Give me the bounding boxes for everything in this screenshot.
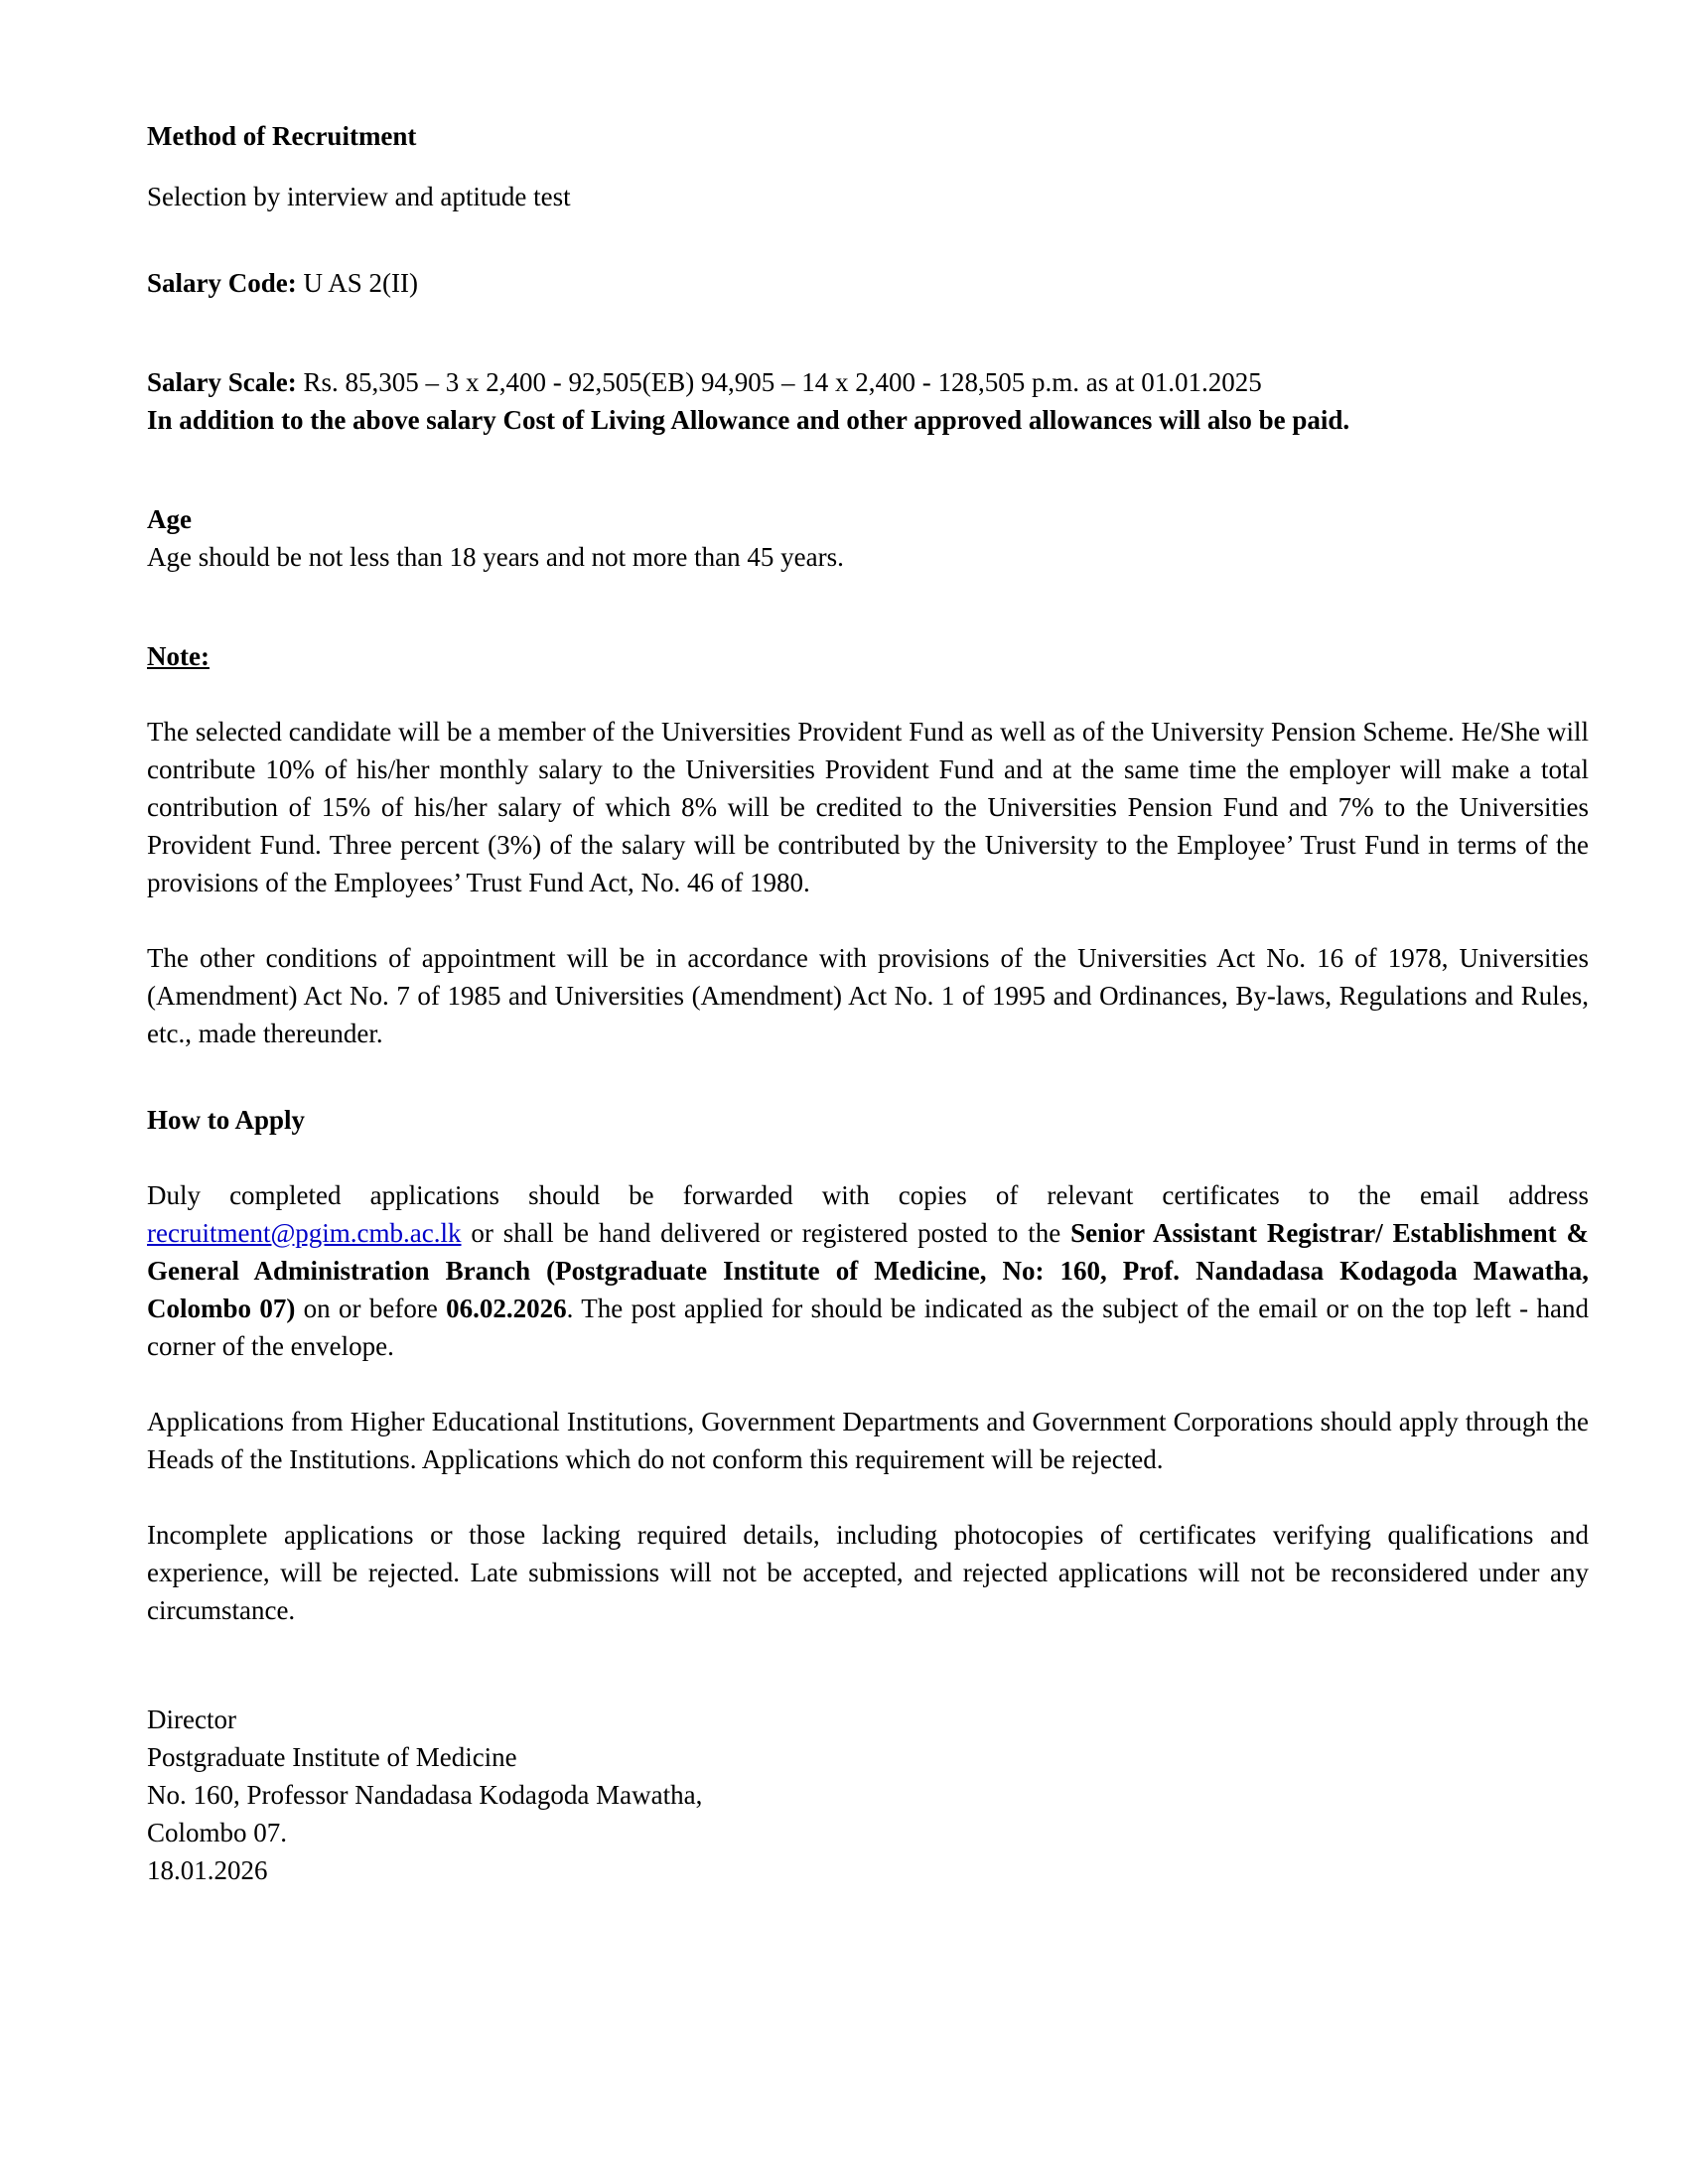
- signature-address-city: Colombo 07.: [147, 1818, 288, 1847]
- note-paragraph-1: The selected candidate will be a member of the Universities Provident Fund as well as of the University Pension Scheme. He/She will contribute 10% of his/her monthly salary to the Universities Provident Fund and at the same time the employer will make a total contribution of 15% of his/her salary of which 8% will be credited to the Universities Pension Fund and 7% to the Universities Provident Fund. Three percent (3%) of the salary will be contributed by the University to the Employee’ Trust Fund in terms of the provisions of the Employees’ Trust Fund Act, No. 46 of 1980.: [147, 717, 1589, 897]
- salary-code-value: U AS 2(II): [296, 268, 418, 298]
- spacer: [147, 901, 1589, 939]
- how-to-apply-paragraph-3: Incomplete applications or those lacking required details, including photocopies of certificates verifying qualifications and experience, will be rejected. Late submissions will not be accepted, and rejected applications will not be reconsidered under any circumstance.: [147, 1520, 1589, 1625]
- section-heading-age: Age: [147, 504, 192, 534]
- how-to-apply-paragraph-1: [147, 1176, 1589, 1365]
- salary-code-label: Salary Code:: [147, 268, 297, 298]
- spacer: [147, 1139, 1589, 1176]
- salary-scale-label: Salary Scale:: [147, 367, 297, 397]
- section-heading-note-wrapper: [147, 637, 1589, 675]
- spacer: [147, 1365, 1589, 1403]
- spacer: [147, 439, 1589, 500]
- how-to-apply-paragraph-2: Applications from Higher Educational Institutions, Government Departments and Government Corporations should apply through the Heads of the Institutions. Applications which do not conform this requirement will be rejected.: [147, 1407, 1589, 1474]
- spacer: [147, 1629, 1589, 1701]
- spacer: [147, 215, 1589, 264]
- apply-recipient-address: Senior Assistant Registrar/ Establishment & General Administration Branch (Postgraduate Institute of Medicine, No: 160, Prof. Nandadasa Kodagoda Mawatha, Colombo 07): [147, 1218, 1589, 1323]
- signature-title: Director: [147, 1705, 236, 1734]
- spacer: [147, 1052, 1589, 1101]
- application-deadline-date: 06.02.2026: [446, 1294, 567, 1323]
- salary-code-line: [147, 264, 1589, 302]
- document-body: [147, 117, 1589, 1889]
- section-heading-how-to-apply: How to Apply: [147, 1105, 306, 1135]
- salary-allowance-text: In addition to the above salary Cost of Living Allowance and other approved allowances will also be paid.: [147, 405, 1350, 435]
- spacer: [147, 576, 1589, 637]
- signature-date: 18.01.2026: [147, 1855, 268, 1885]
- apply-text-part-3: on or before: [295, 1294, 447, 1323]
- apply-text-part-2: or shall be hand delivered or registered posted to the: [461, 1218, 1071, 1248]
- section-heading-method-of-recruitment: Method of Recruitment: [147, 121, 417, 151]
- apply-text-part-4: . The post applied for should be indicated as the subject of the email or on the top left - hand corner of the envelope.: [147, 1294, 1589, 1361]
- spacer: [147, 1478, 1589, 1516]
- age-text: Age should be not less than 18 years and not more than 45 years.: [147, 542, 844, 572]
- spacer: [147, 302, 1589, 363]
- section-heading-note: Note:: [147, 641, 210, 671]
- signature-institute: Postgraduate Institute of Medicine: [147, 1742, 517, 1772]
- signature-address-street: No. 160, Professor Nandadasa Kodagoda Mawatha,: [147, 1780, 703, 1810]
- recruitment-email-link[interactable]: recruitment@pgim.cmb.ac.lk: [147, 1218, 462, 1248]
- salary-scale-value: Rs. 85,305 – 3 x 2,400 - 92,505(EB) 94,905 – 14 x 2,400 - 128,505 p.m. as at 01.01.2025: [296, 367, 1262, 397]
- signature-block: [147, 1701, 1589, 1889]
- salary-scale-line: [147, 363, 1589, 401]
- method-of-recruitment-text: Selection by interview and aptitude test: [147, 182, 571, 211]
- salary-scale-allowance-note: [147, 401, 1589, 439]
- note-paragraph-2: The other conditions of appointment will be in accordance with provisions of the Universities Act No. 16 of 1978, Universities (Amendment) Act No. 7 of 1985 and Universities (Amendment) Act No. 1 of 1995 and Ordinances, By-laws, Regulations and Rules, etc., made thereunder.: [147, 943, 1589, 1048]
- apply-text-part-1: Duly completed applications should be forwarded with copies of relevant certificates to the email address: [147, 1180, 1589, 1210]
- spacer: [147, 675, 1589, 713]
